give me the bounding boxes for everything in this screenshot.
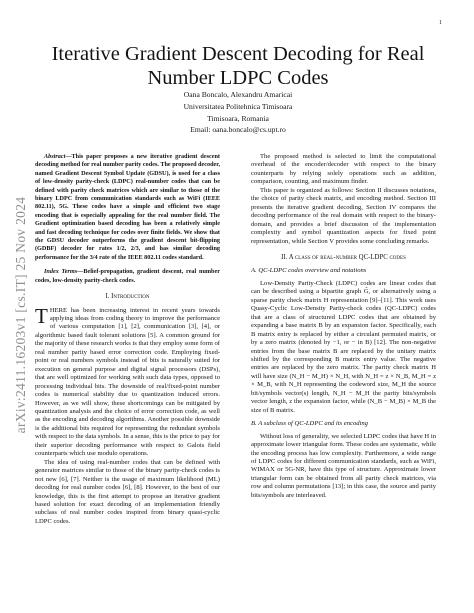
left-column — [35, 153, 220, 526]
paper-title: Iterative Gradient Descent Decoding for Real Number LDPC Codes — [51, 43, 425, 89]
abstract-text: —This paper proposes a new iterative gradient descent decoding method for real number parity codes. The proposed decoder, named Gradient Descent Symbol Update (GDSU), is used for a class of low-density parity-check (LDPC) real-number codes that can be defined with parity check matrices which are similar to those of the binary LDPC from communication standards such as WiFi (IEEE 802.11), 5G. These codes have a simple and efficient two stage encoding that is especially appealing for the real number field. The Gradient optimization based decoding has been a relatively simple and fast decoding technique for codes over finite fields. We show that the GDSU decoder outperforms the gradient descent bit-flipping (GDBF) decoder for rates 1/2, 2/3, and has similar decoding performance for the 3/4 rate of the IEEE 802.11 codes standard. — [35, 153, 221, 261]
intro-paragraph-1 — [35, 303, 220, 459]
drop-cap: T — [35, 303, 48, 328]
author-names: Oana Boncalo, Alexandru Amaricai — [183, 90, 293, 99]
index-terms-text: —Belief-propagation, gradient descent, real number codes, low-density parity-check codes. — [35, 268, 220, 284]
subsection-b-text: Without loss of generality, we selected LDPC codes that have H in approximate lower triangular form. These codes are systematic, while the encoding process has low complexity. Furthermore, a wide range of LDPC codes for different communication standards, such as WiFi, WIMAX or 5G-NR, have this type of structure. Approximate lower triangular form can be obtained from all parity check matrices, via row and column permutations [13]; in this case, the source and parity bits/symbols are interleaved. — [251, 432, 436, 499]
abstract-label: Abstract — [44, 153, 66, 160]
author-location: Timisoara, Romania — [207, 113, 269, 123]
arxiv-stamp-text: arXiv:2411.16203v1 [cs.IT] 25 Nov 2024 — [13, 196, 28, 434]
right-paragraph-2: This paper is organized as follows: Section II discusses notations, the choice of parity check matrix, and encoding method. Section III presents the iterative gradient decoding, Section IV compares the decoding performance of the real domain with respect to the binary-domain, and provides a brief discussion of the implementation complexity and symbol quantization aspects for fixed point representation, while Section V provides some concluding remarks. — [251, 186, 436, 245]
index-terms — [35, 268, 220, 285]
intro-paragraph-2: The idea of using real-number codes that can be defined with generator matrices similar to those of the binary parity-check codes is not new [6], [7]. Neither is the usage of maximum likelihood (ML) decoding for real number codes [6], [8]. However, to the best of our knowledge, this is the first attempt to propose an iterative gradient based solution for exact decoding of an implementation friendly subclass of real number codes inspired from binary quasi-cyclic LDPC codes. — [35, 458, 220, 525]
section-2-heading: II. A class of real-number QC-LDPC codes — [281, 253, 406, 261]
index-terms-label: Index Terms — [44, 268, 78, 276]
right-column — [251, 153, 436, 500]
author-block — [48, 89, 428, 136]
right-paragraph-1: The proposed method is selected to limit the computational overhead of the encoder/decoder with respect to the binary counterparts by relying solely operations such as addition, comparison, counting, and maximum finder. — [251, 153, 436, 186]
intro-paragraph-1-text: HERE has been increasing interest in recent years towards applying ideas from coding theory to improve the performance of various computation [1], [2], communication [3], [4], or algorithmic based fault tolerant solutions [5]. A common ground for the majority of these research works is that they employ some form of real number parity based error correction code. Employing fixed-point or real numbers symbols instead of bits is naturally suited for execution on general purpose and digital signal processors (DSPs), that are well optimized for working with such data types, opposed to processing individual bits. The downside of real/fixed-point number codes is numerical stability due to quantization induced errors. However, as we will show, these shortcomings can be mitigated by quantization analysis and the choice of error correction code, as well as the encoding and decoding algorithms. Another possible downside is the additional bits required for representing the redundant symbols with respect to the data symbols. In a sense, this is the price to pay for their superior decoding performance with respect to Galois field counterparts which use modulo operations. — [35, 306, 220, 458]
subsection-b-heading: B. A subclass of QC-LDPC and its encoding — [251, 420, 368, 428]
subsection-a-heading: A. QC-LDPC codes overview and notations — [251, 267, 367, 275]
introduction-heading: I. Introduction — [105, 293, 150, 301]
author-email: Email: oana.boncalo@cs.upt.ro — [190, 125, 286, 135]
arxiv-stamp — [4, 150, 38, 480]
author-affiliation: Universitatea Politehnica Timisoara — [183, 101, 293, 111]
page-number: 1 — [439, 20, 442, 26]
subsection-a-text: Low-Density Parity-Check (LDPC) codes are linear codes that can be described using a bipartite graph G̃, or alternatively using a sparse parity check matrix H representation [9]–[11]. This work uses Quasy-Cyclic Low-Density Parity-check codes (QC-LDPC) codes that are a class of structured LDPC codes that are obtained by expanding a base matrix B by an expansion factor. Specifically, each B matrix entry is replaced by either a circulant permuted matrix, or by a zero matrix (denoted by −1, or − in B) [12]. The non-negative entries from the base matrix B are replaced by the unitary matrix shifted by the corresponding B matrix entry value. The negative entries are replaced by the zero matrix. The parity check matrix H will have size (N_H − M_H) × N_H, with N_H = z × N_B, M_H = z × M_B, with N_H representing the codeword size, M_H the source bit/symbols vector(s) length, N_H − M_H the parity bits/symbols vector length, z the expansion factor, while (N_B − M_B) × M_B the size of B matrix. — [251, 279, 436, 414]
abstract — [35, 153, 220, 262]
